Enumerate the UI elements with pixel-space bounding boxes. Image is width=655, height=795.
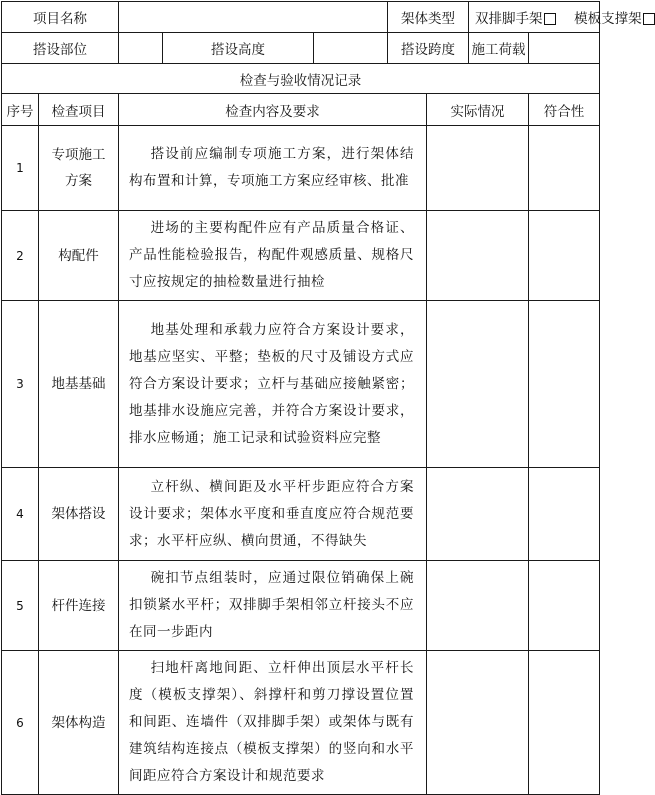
double-row-checkbox[interactable] [544, 13, 556, 25]
erect-span-label: 搭设跨度 [388, 33, 469, 64]
col-actual-header: 实际情况 [427, 94, 529, 126]
formwork-checkbox[interactable] [643, 13, 655, 25]
row-actual-field[interactable] [427, 561, 529, 651]
option-double-row: 双排脚手架 [475, 11, 543, 27]
construction-load-field[interactable] [529, 33, 600, 64]
col-no-header: 序号 [2, 94, 39, 126]
table-row [2, 468, 600, 561]
column-header-row [2, 94, 600, 126]
inspection-table [1, 1, 642, 795]
table-row [2, 651, 600, 795]
row-number: 3 [2, 301, 39, 468]
header-row-2 [2, 33, 600, 64]
row-conformity-field[interactable] [529, 468, 600, 561]
row-number: 5 [2, 561, 39, 651]
row-content [119, 126, 427, 211]
row-item [39, 126, 119, 211]
row-content-text: 地基处理和承载力应符合方案设计要求，地基应坚实、平整；垫板的尺寸及铺设方式应符合方案设计要求；立杆与基础应接触紧密；地基排水设施应完善，并符合方案设计要求，排水应畅通；施工记录和试验资料应完整 [129, 321, 414, 446]
row-content-text: 进场的主要构配件应有产品质量合格证、产品性能检验报告，构配件观感质量、规格尺寸应按规定的抽检数量进行抽检 [129, 220, 414, 290]
row-item: 构配件 [39, 211, 119, 301]
section-title: 检查与验收情况记录 [2, 64, 600, 94]
col-item-header: 检查项目 [39, 94, 119, 126]
row-item-text: 专项施工方案 [51, 147, 106, 189]
row-item: 架体搭设 [39, 468, 119, 561]
row-content [119, 468, 427, 561]
table-row [2, 211, 600, 301]
option-formwork: 模板支撑架 [574, 11, 642, 27]
erect-height-label: 搭设高度 [163, 33, 314, 64]
row-content-text: 立杆纵、横间距及水平杆步距应符合方案设计要求；架体水平度和垂直度应符合规范要求；水平杆应纵、横向贯通，不得缺失 [129, 478, 414, 549]
project-name-field[interactable] [119, 2, 388, 33]
row-content-text: 扫地杆离地间距、立杆伸出顶层水平杆长度（模板支撑架）、斜撑杆和剪刀撑设置位置和间距、连墙件（双排脚手架）或架体与既有建筑结构连接点（模板支撑架）的竖向和水平间距应符合方案设计和规范要求 [129, 660, 414, 784]
header-row-1 [2, 2, 600, 33]
col-content-header: 检查内容及要求 [119, 94, 427, 126]
row-item: 架体构造 [39, 651, 119, 795]
row-conformity-field[interactable] [529, 301, 600, 468]
frame-type-options [469, 2, 642, 33]
row-number: 6 [2, 651, 39, 795]
row-actual-field[interactable] [427, 468, 529, 561]
row-conformity-field[interactable] [529, 561, 600, 651]
table-row [2, 301, 600, 468]
row-actual-field[interactable] [427, 126, 529, 211]
row-actual-field[interactable] [427, 651, 529, 795]
section-title-row [2, 64, 600, 94]
row-conformity-field[interactable] [529, 211, 600, 301]
row-content [119, 301, 427, 468]
row-content-text: 碗扣节点组装时，应通过限位销确保上碗扣锁紧水平杆；双排脚手架相邻立杆接头不应在同一步距内 [129, 570, 414, 640]
table-row [2, 561, 600, 651]
row-actual-field[interactable] [427, 211, 529, 301]
construction-load-label: 施工荷载 [469, 33, 529, 64]
erect-location-field[interactable] [119, 33, 163, 64]
row-number: 4 [2, 468, 39, 561]
row-content [119, 651, 427, 795]
row-conformity-field[interactable] [529, 126, 600, 211]
inspection-form [0, 1, 642, 784]
erect-location-label: 搭设部位 [2, 33, 119, 64]
row-conformity-field[interactable] [529, 651, 600, 795]
project-name-label: 项目名称 [2, 2, 119, 33]
col-conformity-header: 符合性 [529, 94, 600, 126]
erect-height-field[interactable] [314, 33, 388, 64]
row-number: 2 [2, 211, 39, 301]
row-content [119, 561, 427, 651]
row-content [119, 211, 427, 301]
row-item: 杆件连接 [39, 561, 119, 651]
table-row [2, 126, 600, 211]
frame-type-label: 架体类型 [388, 2, 469, 33]
row-item: 地基基础 [39, 301, 119, 468]
row-actual-field[interactable] [427, 301, 529, 468]
row-number: 1 [2, 126, 39, 211]
row-content-text: 搭设前应编制专项施工方案，进行架体结构布置和计算，专项施工方案应经审核、批准 [129, 146, 414, 189]
